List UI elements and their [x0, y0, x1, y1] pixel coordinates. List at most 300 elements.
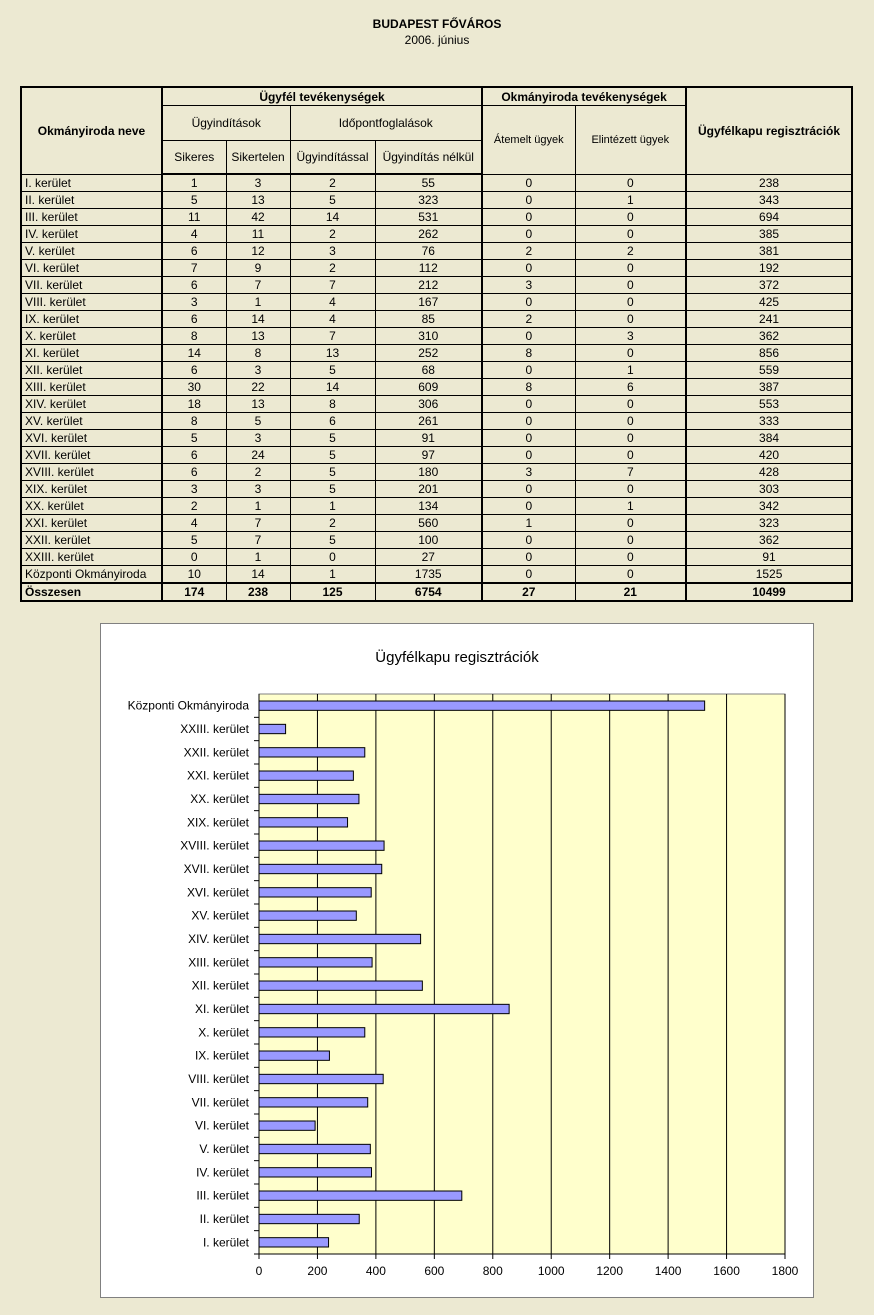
table-row: [21, 549, 852, 566]
value-cell: 6: [162, 277, 226, 294]
value-cell: 42: [226, 209, 290, 226]
value-cell: 3: [226, 174, 290, 192]
total-value: 21: [575, 583, 686, 601]
x-tick-label: 1000: [537, 1264, 565, 1278]
value-cell: 6: [162, 311, 226, 328]
value-cell: 11: [162, 209, 226, 226]
chart-panel: [100, 623, 814, 1298]
value-cell: 13: [226, 192, 290, 209]
value-cell: 694: [686, 209, 852, 226]
value-cell: 323: [686, 515, 852, 532]
table-row: [21, 226, 852, 243]
value-cell: 14: [290, 209, 375, 226]
x-tick-label: 200: [307, 1264, 328, 1278]
bar: [259, 1028, 365, 1037]
value-cell: 0: [575, 430, 686, 447]
bar: [259, 1214, 359, 1223]
table-row: [21, 396, 852, 413]
value-cell: 12: [226, 243, 290, 260]
office-name-cell: XXIII. kerület: [21, 549, 162, 566]
office-name-cell: XII. kerület: [21, 362, 162, 379]
value-cell: 8: [482, 379, 575, 396]
value-cell: 2: [226, 464, 290, 481]
value-cell: 7: [226, 515, 290, 532]
value-cell: 0: [482, 174, 575, 192]
value-cell: 212: [375, 277, 482, 294]
total-value: 27: [482, 583, 575, 601]
value-cell: 8: [226, 345, 290, 362]
header-case-starts: Ügyindítások: [162, 106, 290, 141]
value-cell: 97: [375, 447, 482, 464]
value-cell: 6: [162, 447, 226, 464]
office-name-cell: XIII. kerület: [21, 379, 162, 396]
value-cell: 0: [482, 328, 575, 345]
office-name-cell: III. kerület: [21, 209, 162, 226]
report-header: [0, 16, 874, 48]
bar: [259, 818, 348, 827]
value-cell: 0: [290, 549, 375, 566]
header-with-case-start: Ügyindítással: [290, 141, 375, 175]
value-cell: 1: [482, 515, 575, 532]
value-cell: 0: [482, 362, 575, 379]
value-cell: 428: [686, 464, 852, 481]
value-cell: 2: [290, 260, 375, 277]
value-cell: 7: [290, 277, 375, 294]
category-label: XXII. kerület: [183, 745, 249, 760]
value-cell: 0: [575, 447, 686, 464]
value-cell: 5: [290, 481, 375, 498]
value-cell: 3: [162, 481, 226, 498]
total-label: Összesen: [21, 583, 162, 601]
value-cell: 241: [686, 311, 852, 328]
bar: [259, 1238, 329, 1247]
header-appointments: Időpontfoglalások: [290, 106, 482, 141]
total-value: 174: [162, 583, 226, 601]
category-label: X. kerület: [198, 1025, 249, 1040]
category-label: XII. kerület: [191, 978, 249, 993]
value-cell: 559: [686, 362, 852, 379]
category-label: Központi Okmányiroda: [127, 698, 249, 713]
value-cell: 180: [375, 464, 482, 481]
value-cell: 8: [482, 345, 575, 362]
value-cell: 3: [162, 294, 226, 311]
value-cell: 4: [290, 294, 375, 311]
office-name-cell: VIII. kerület: [21, 294, 162, 311]
office-name-cell: I. kerület: [21, 174, 162, 192]
table-row: [21, 362, 852, 379]
table-row: [21, 447, 852, 464]
value-cell: 13: [226, 396, 290, 413]
bar: [259, 1098, 368, 1107]
category-label: XI. kerület: [194, 1002, 249, 1016]
x-tick-label: 1600: [713, 1264, 740, 1278]
category-label: XIX. kerület: [186, 815, 249, 830]
value-cell: 2: [290, 226, 375, 243]
value-cell: 3: [575, 328, 686, 345]
category-label: VII. kerület: [191, 1095, 249, 1110]
value-cell: 9: [226, 260, 290, 277]
value-cell: 6: [162, 243, 226, 260]
value-cell: 6: [162, 362, 226, 379]
value-cell: 167: [375, 294, 482, 311]
x-tick-label: 1800: [771, 1264, 799, 1278]
value-cell: 24: [226, 447, 290, 464]
category-label: XIV. kerület: [188, 932, 249, 946]
header-unsuccessful: Sikertelen: [226, 141, 290, 175]
bar: [259, 1144, 370, 1153]
value-cell: 1: [575, 192, 686, 209]
value-cell: 4: [162, 226, 226, 243]
category-label: XVII. kerület: [183, 862, 249, 876]
category-label: XVI. kerület: [186, 885, 249, 900]
value-cell: 2: [162, 498, 226, 515]
table-row: [21, 566, 852, 584]
category-label: XXIII. kerület: [180, 722, 249, 736]
category-label: II. kerület: [199, 1212, 249, 1226]
value-cell: 2: [482, 311, 575, 328]
value-cell: 18: [162, 396, 226, 413]
value-cell: 0: [575, 549, 686, 566]
report-title: BUDAPEST FŐVÁROS: [372, 17, 502, 31]
value-cell: 0: [482, 566, 575, 584]
value-cell: 0: [482, 447, 575, 464]
table-row: [21, 464, 852, 481]
value-cell: 0: [575, 209, 686, 226]
office-name-cell: V. kerület: [21, 243, 162, 260]
total-value: 125: [290, 583, 375, 601]
value-cell: 4: [290, 311, 375, 328]
value-cell: 100: [375, 532, 482, 549]
table-row: [21, 174, 852, 192]
value-cell: 0: [575, 515, 686, 532]
value-cell: 5: [290, 447, 375, 464]
value-cell: 333: [686, 413, 852, 430]
category-label: XV. kerület: [191, 908, 249, 923]
value-cell: 10: [162, 566, 226, 584]
bar: [259, 864, 382, 873]
category-label: XIII. kerület: [188, 955, 249, 970]
bar: [259, 794, 359, 803]
value-cell: 306: [375, 396, 482, 413]
value-cell: 553: [686, 396, 852, 413]
office-name-cell: XI. kerület: [21, 345, 162, 362]
value-cell: 2: [482, 243, 575, 260]
value-cell: 323: [375, 192, 482, 209]
office-name-cell: XVIII. kerület: [21, 464, 162, 481]
value-cell: 609: [375, 379, 482, 396]
value-cell: 13: [290, 345, 375, 362]
value-cell: 0: [482, 209, 575, 226]
value-cell: 387: [686, 379, 852, 396]
value-cell: 0: [482, 498, 575, 515]
value-cell: 0: [575, 260, 686, 277]
office-name-cell: VII. kerület: [21, 277, 162, 294]
value-cell: 0: [575, 532, 686, 549]
value-cell: 14: [290, 379, 375, 396]
table-row: [21, 260, 852, 277]
category-label: V. kerület: [199, 1142, 249, 1156]
value-cell: 0: [482, 549, 575, 566]
header-transferred: Átemelt ügyek: [482, 106, 575, 175]
office-name-cell: XXII. kerület: [21, 532, 162, 549]
x-tick-label: 800: [482, 1264, 503, 1278]
table-row: [21, 328, 852, 345]
header-completed: Elintézett ügyek: [575, 106, 686, 175]
table-row: [21, 243, 852, 260]
value-cell: 8: [290, 396, 375, 413]
category-label: IX. kerület: [194, 1048, 249, 1063]
value-cell: 1: [290, 498, 375, 515]
total-row: [21, 583, 852, 601]
office-name-cell: II. kerület: [21, 192, 162, 209]
value-cell: 420: [686, 447, 852, 464]
value-cell: 0: [482, 226, 575, 243]
value-cell: 55: [375, 174, 482, 192]
value-cell: 261: [375, 413, 482, 430]
value-cell: 384: [686, 430, 852, 447]
bar: [259, 888, 371, 897]
value-cell: 385: [686, 226, 852, 243]
value-cell: 5: [290, 532, 375, 549]
value-cell: 91: [686, 549, 852, 566]
bar: [259, 1191, 462, 1200]
value-cell: 1: [226, 498, 290, 515]
x-tick-label: 600: [424, 1264, 445, 1278]
value-cell: 0: [575, 396, 686, 413]
category-label: XXI. kerület: [186, 768, 249, 783]
value-cell: 0: [575, 277, 686, 294]
value-cell: 7: [162, 260, 226, 277]
value-cell: 0: [575, 174, 686, 192]
bar: [259, 958, 372, 967]
total-value: 10499: [686, 583, 852, 601]
header-client-activities: Ügyfél tevékenységek: [162, 87, 482, 106]
office-name-cell: IX. kerület: [21, 311, 162, 328]
category-label: I. kerület: [202, 1235, 249, 1250]
office-name-cell: Központi Okmányiroda: [21, 566, 162, 584]
value-cell: 2: [575, 243, 686, 260]
bar-chart: [101, 624, 813, 1297]
value-cell: 5: [290, 464, 375, 481]
bar: [259, 934, 421, 943]
category-label: VI. kerület: [194, 1118, 249, 1133]
value-cell: 14: [226, 566, 290, 584]
value-cell: 3: [482, 464, 575, 481]
value-cell: 2: [290, 515, 375, 532]
office-name-cell: XV. kerület: [21, 413, 162, 430]
category-label: III. kerület: [196, 1188, 249, 1203]
value-cell: 2: [290, 174, 375, 192]
value-cell: 856: [686, 345, 852, 362]
value-cell: 0: [575, 345, 686, 362]
value-cell: 0: [575, 566, 686, 584]
table-row: [21, 311, 852, 328]
value-cell: 5: [290, 192, 375, 209]
table-row: [21, 192, 852, 209]
value-cell: 0: [482, 294, 575, 311]
value-cell: 112: [375, 260, 482, 277]
value-cell: 6: [575, 379, 686, 396]
office-name-cell: XIX. kerület: [21, 481, 162, 498]
value-cell: 14: [162, 345, 226, 362]
value-cell: 6: [290, 413, 375, 430]
total-value: 6754: [375, 583, 482, 601]
office-name-cell: XVII. kerület: [21, 447, 162, 464]
bar: [259, 1051, 329, 1060]
value-cell: 8: [162, 328, 226, 345]
value-cell: 76: [375, 243, 482, 260]
bar: [259, 724, 286, 733]
value-cell: 303: [686, 481, 852, 498]
chart-title: Ügyfélkapu regisztrációk: [375, 649, 539, 666]
table-row: [21, 294, 852, 311]
x-tick-label: 1400: [654, 1264, 682, 1278]
value-cell: 342: [686, 498, 852, 515]
category-label: XVIII. kerület: [180, 838, 249, 853]
value-cell: 1735: [375, 566, 482, 584]
value-cell: 0: [575, 311, 686, 328]
value-cell: 1: [226, 294, 290, 311]
value-cell: 1: [162, 174, 226, 192]
value-cell: 1: [575, 498, 686, 515]
value-cell: 0: [482, 396, 575, 413]
value-cell: 5: [290, 430, 375, 447]
value-cell: 4: [162, 515, 226, 532]
bar: [259, 1074, 383, 1083]
value-cell: 68: [375, 362, 482, 379]
value-cell: 14: [226, 311, 290, 328]
value-cell: 0: [482, 430, 575, 447]
bar: [259, 771, 353, 780]
value-cell: 362: [686, 532, 852, 549]
table-row: [21, 345, 852, 362]
office-name-cell: XX. kerület: [21, 498, 162, 515]
value-cell: 7: [575, 464, 686, 481]
value-cell: 11: [226, 226, 290, 243]
value-cell: 3: [482, 277, 575, 294]
value-cell: 13: [226, 328, 290, 345]
value-cell: 3: [290, 243, 375, 260]
office-name-cell: X. kerület: [21, 328, 162, 345]
table-row: [21, 481, 852, 498]
value-cell: 310: [375, 328, 482, 345]
value-cell: 91: [375, 430, 482, 447]
table-row: [21, 209, 852, 226]
table-row: [21, 413, 852, 430]
value-cell: 0: [575, 226, 686, 243]
table-row: [21, 498, 852, 515]
value-cell: 7: [290, 328, 375, 345]
report-subtitle: 2006. június: [404, 33, 470, 47]
header-successful: Sikeres: [162, 141, 226, 175]
bar: [259, 701, 705, 710]
value-cell: 5: [162, 192, 226, 209]
value-cell: 0: [162, 549, 226, 566]
value-cell: 5: [226, 413, 290, 430]
header-office-name: Okmányiroda neve: [21, 87, 162, 174]
value-cell: 5: [162, 532, 226, 549]
x-tick-label: 0: [255, 1264, 263, 1278]
header-office-activities: Okmányiroda tevékenységek: [482, 87, 686, 106]
value-cell: 238: [686, 174, 852, 192]
value-cell: 0: [575, 294, 686, 311]
value-cell: 201: [375, 481, 482, 498]
value-cell: 0: [482, 192, 575, 209]
category-label: IV. kerület: [196, 1165, 249, 1180]
office-name-cell: XXI. kerület: [21, 515, 162, 532]
value-cell: 7: [226, 277, 290, 294]
category-label: XX. kerület: [190, 792, 249, 806]
office-name-cell: VI. kerület: [21, 260, 162, 277]
bar: [259, 911, 356, 920]
value-cell: 381: [686, 243, 852, 260]
header-without-case-start: Ügyindítás nélkül: [375, 141, 482, 175]
statistics-table: [20, 86, 853, 602]
value-cell: 3: [226, 362, 290, 379]
x-tick-label: 400: [365, 1264, 386, 1278]
office-name-cell: XVI. kerület: [21, 430, 162, 447]
value-cell: 22: [226, 379, 290, 396]
bar: [259, 981, 422, 990]
value-cell: 262: [375, 226, 482, 243]
office-name-cell: IV. kerület: [21, 226, 162, 243]
x-tick-label: 1200: [596, 1264, 624, 1278]
table-row: [21, 277, 852, 294]
value-cell: 6: [162, 464, 226, 481]
value-cell: 1525: [686, 566, 852, 584]
value-cell: 134: [375, 498, 482, 515]
bar: [259, 1168, 372, 1177]
value-cell: 0: [482, 413, 575, 430]
bar: [259, 1121, 315, 1130]
value-cell: 85: [375, 311, 482, 328]
value-cell: 0: [482, 532, 575, 549]
value-cell: 343: [686, 192, 852, 209]
bar: [259, 1004, 509, 1013]
value-cell: 252: [375, 345, 482, 362]
table-row: [21, 430, 852, 447]
value-cell: 425: [686, 294, 852, 311]
bar: [259, 748, 365, 757]
value-cell: 1: [226, 549, 290, 566]
value-cell: 0: [575, 481, 686, 498]
table-row: [21, 532, 852, 549]
table-row: [21, 515, 852, 532]
value-cell: 1: [290, 566, 375, 584]
value-cell: 560: [375, 515, 482, 532]
value-cell: 30: [162, 379, 226, 396]
category-label: VIII. kerület: [188, 1072, 249, 1086]
value-cell: 7: [226, 532, 290, 549]
value-cell: 3: [226, 430, 290, 447]
table-row: [21, 379, 852, 396]
value-cell: 0: [575, 413, 686, 430]
value-cell: 1: [575, 362, 686, 379]
total-value: 238: [226, 583, 290, 601]
value-cell: 8: [162, 413, 226, 430]
value-cell: 0: [482, 481, 575, 498]
value-cell: 531: [375, 209, 482, 226]
value-cell: 3: [226, 481, 290, 498]
value-cell: 372: [686, 277, 852, 294]
value-cell: 0: [482, 260, 575, 277]
value-cell: 27: [375, 549, 482, 566]
bar: [259, 841, 384, 850]
value-cell: 5: [162, 430, 226, 447]
value-cell: 192: [686, 260, 852, 277]
office-name-cell: XIV. kerület: [21, 396, 162, 413]
value-cell: 362: [686, 328, 852, 345]
